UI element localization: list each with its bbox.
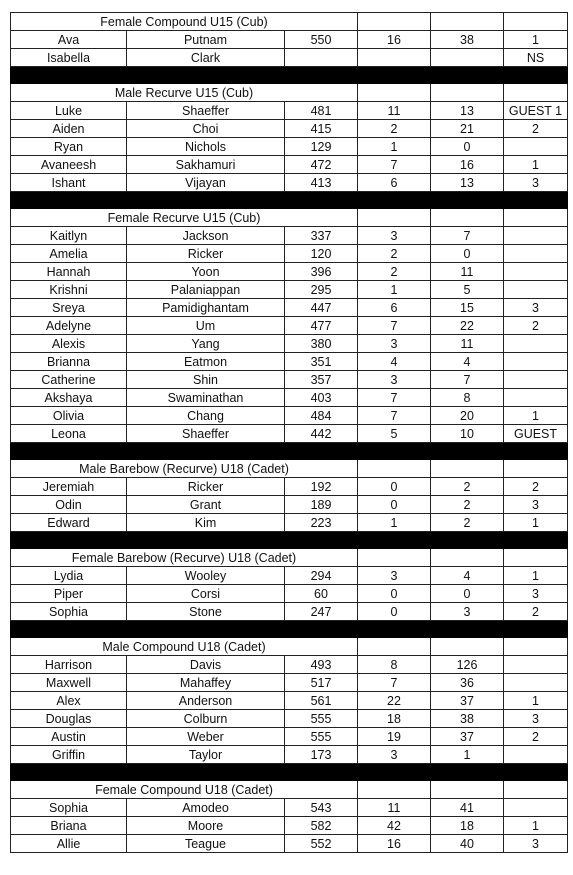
xs-cell: 8 bbox=[431, 389, 504, 407]
last-name-cell: Grant bbox=[127, 496, 285, 514]
empty-header-cell bbox=[431, 13, 504, 31]
last-name-cell: Jackson bbox=[127, 227, 285, 245]
empty-header-cell bbox=[504, 638, 568, 656]
divider-bar bbox=[11, 621, 568, 638]
table-row bbox=[11, 335, 568, 353]
score-cell: 337 bbox=[285, 227, 358, 245]
last-name-cell: Ricker bbox=[127, 478, 285, 496]
table-row bbox=[11, 389, 568, 407]
place-cell: GUEST bbox=[504, 425, 568, 443]
score-cell: 60 bbox=[285, 585, 358, 603]
first-name-cell: Brianna bbox=[11, 353, 127, 371]
last-name-cell: Kim bbox=[127, 514, 285, 532]
last-name-cell: Putnam bbox=[127, 31, 285, 49]
tens-cell: 11 bbox=[358, 102, 431, 120]
first-name-cell: Piper bbox=[11, 585, 127, 603]
xs-cell: 4 bbox=[431, 567, 504, 585]
empty-header-cell bbox=[431, 781, 504, 799]
place-cell: 3 bbox=[504, 585, 568, 603]
tens-cell: 3 bbox=[358, 567, 431, 585]
first-name-cell: Allie bbox=[11, 835, 127, 853]
tens-cell: 6 bbox=[358, 299, 431, 317]
last-name-cell: Clark bbox=[127, 49, 285, 67]
place-cell: 1 bbox=[504, 156, 568, 174]
tens-cell: 2 bbox=[358, 245, 431, 263]
score-cell: 517 bbox=[285, 674, 358, 692]
xs-cell: 21 bbox=[431, 120, 504, 138]
empty-header-cell bbox=[358, 549, 431, 567]
place-cell bbox=[504, 263, 568, 281]
last-name-cell: Wooley bbox=[127, 567, 285, 585]
score-cell: 543 bbox=[285, 799, 358, 817]
score-cell: 120 bbox=[285, 245, 358, 263]
place-cell: 2 bbox=[504, 603, 568, 621]
divider-bar bbox=[11, 443, 568, 460]
empty-header-cell bbox=[504, 13, 568, 31]
table-row bbox=[11, 31, 568, 49]
section-divider bbox=[11, 621, 568, 638]
tens-cell: 16 bbox=[358, 835, 431, 853]
last-name-cell: Swaminathan bbox=[127, 389, 285, 407]
table-row bbox=[11, 425, 568, 443]
table-row bbox=[11, 710, 568, 728]
xs-cell: 40 bbox=[431, 835, 504, 853]
place-cell: 2 bbox=[504, 120, 568, 138]
divider-bar bbox=[11, 192, 568, 209]
score-cell: 396 bbox=[285, 263, 358, 281]
section-header-row bbox=[11, 13, 568, 31]
place-cell bbox=[504, 138, 568, 156]
place-cell: 2 bbox=[504, 728, 568, 746]
score-cell: 472 bbox=[285, 156, 358, 174]
table-row bbox=[11, 674, 568, 692]
first-name-cell: Ishant bbox=[11, 174, 127, 192]
first-name-cell: Alex bbox=[11, 692, 127, 710]
score-cell: 555 bbox=[285, 728, 358, 746]
section-title: Female Barebow (Recurve) U18 (Cadet) bbox=[11, 549, 358, 567]
section-divider bbox=[11, 443, 568, 460]
results-sheet bbox=[10, 12, 568, 853]
xs-cell: 5 bbox=[431, 281, 504, 299]
xs-cell: 1 bbox=[431, 746, 504, 764]
empty-header-cell bbox=[431, 460, 504, 478]
place-cell: NS bbox=[504, 49, 568, 67]
last-name-cell: Shaeffer bbox=[127, 102, 285, 120]
first-name-cell: Isabella bbox=[11, 49, 127, 67]
first-name-cell: Maxwell bbox=[11, 674, 127, 692]
xs-cell: 126 bbox=[431, 656, 504, 674]
tens-cell: 22 bbox=[358, 692, 431, 710]
xs-cell: 4 bbox=[431, 353, 504, 371]
tens-cell: 0 bbox=[358, 496, 431, 514]
first-name-cell: Sophia bbox=[11, 799, 127, 817]
score-cell: 413 bbox=[285, 174, 358, 192]
last-name-cell: Weber bbox=[127, 728, 285, 746]
score-cell: 550 bbox=[285, 31, 358, 49]
section-header-row bbox=[11, 84, 568, 102]
first-name-cell: Akshaya bbox=[11, 389, 127, 407]
tens-cell: 3 bbox=[358, 371, 431, 389]
table-row bbox=[11, 799, 568, 817]
section-header-row bbox=[11, 549, 568, 567]
tens-cell: 1 bbox=[358, 281, 431, 299]
table-row bbox=[11, 514, 568, 532]
tens-cell: 2 bbox=[358, 120, 431, 138]
place-cell: 3 bbox=[504, 835, 568, 853]
last-name-cell: Anderson bbox=[127, 692, 285, 710]
place-cell: 1 bbox=[504, 567, 568, 585]
place-cell bbox=[504, 227, 568, 245]
xs-cell: 0 bbox=[431, 585, 504, 603]
place-cell bbox=[504, 799, 568, 817]
place-cell bbox=[504, 245, 568, 263]
tens-cell: 7 bbox=[358, 407, 431, 425]
tens-cell: 4 bbox=[358, 353, 431, 371]
score-cell: 357 bbox=[285, 371, 358, 389]
empty-header-cell bbox=[504, 549, 568, 567]
tens-cell: 7 bbox=[358, 674, 431, 692]
first-name-cell: Avaneesh bbox=[11, 156, 127, 174]
tens-cell: 2 bbox=[358, 263, 431, 281]
score-cell: 173 bbox=[285, 746, 358, 764]
first-name-cell: Sreya bbox=[11, 299, 127, 317]
last-name-cell: Davis bbox=[127, 656, 285, 674]
table-row bbox=[11, 835, 568, 853]
first-name-cell: Amelia bbox=[11, 245, 127, 263]
xs-cell: 22 bbox=[431, 317, 504, 335]
xs-cell: 37 bbox=[431, 692, 504, 710]
tens-cell: 3 bbox=[358, 746, 431, 764]
last-name-cell: Stone bbox=[127, 603, 285, 621]
table-row bbox=[11, 49, 568, 67]
empty-header-cell bbox=[431, 638, 504, 656]
tens-cell: 0 bbox=[358, 585, 431, 603]
xs-cell: 11 bbox=[431, 263, 504, 281]
last-name-cell: Teague bbox=[127, 835, 285, 853]
first-name-cell: Olivia bbox=[11, 407, 127, 425]
table-row bbox=[11, 227, 568, 245]
score-cell: 294 bbox=[285, 567, 358, 585]
place-cell: GUEST 1 bbox=[504, 102, 568, 120]
tens-cell: 7 bbox=[358, 389, 431, 407]
tens-cell bbox=[358, 49, 431, 67]
xs-cell: 10 bbox=[431, 425, 504, 443]
table-row bbox=[11, 371, 568, 389]
section-header-row bbox=[11, 638, 568, 656]
section-header-row bbox=[11, 209, 568, 227]
section-title: Female Compound U18 (Cadet) bbox=[11, 781, 358, 799]
score-cell: 561 bbox=[285, 692, 358, 710]
score-cell: 493 bbox=[285, 656, 358, 674]
xs-cell: 13 bbox=[431, 102, 504, 120]
xs-cell: 7 bbox=[431, 371, 504, 389]
first-name-cell: Griffin bbox=[11, 746, 127, 764]
xs-cell: 41 bbox=[431, 799, 504, 817]
place-cell: 2 bbox=[504, 478, 568, 496]
xs-cell: 11 bbox=[431, 335, 504, 353]
score-cell: 247 bbox=[285, 603, 358, 621]
first-name-cell: Sophia bbox=[11, 603, 127, 621]
section-divider bbox=[11, 192, 568, 209]
divider-bar bbox=[11, 67, 568, 84]
empty-header-cell bbox=[358, 638, 431, 656]
last-name-cell: Sakhamuri bbox=[127, 156, 285, 174]
place-cell: 1 bbox=[504, 407, 568, 425]
xs-cell: 36 bbox=[431, 674, 504, 692]
place-cell bbox=[504, 335, 568, 353]
score-cell: 447 bbox=[285, 299, 358, 317]
tens-cell: 0 bbox=[358, 478, 431, 496]
score-cell: 481 bbox=[285, 102, 358, 120]
last-name-cell: Nichols bbox=[127, 138, 285, 156]
tens-cell: 42 bbox=[358, 817, 431, 835]
xs-cell: 18 bbox=[431, 817, 504, 835]
last-name-cell: Shin bbox=[127, 371, 285, 389]
score-cell: 380 bbox=[285, 335, 358, 353]
score-cell: 555 bbox=[285, 710, 358, 728]
place-cell: 1 bbox=[504, 692, 568, 710]
empty-header-cell bbox=[358, 84, 431, 102]
xs-cell: 20 bbox=[431, 407, 504, 425]
score-cell: 403 bbox=[285, 389, 358, 407]
empty-header-cell bbox=[358, 460, 431, 478]
score-cell: 582 bbox=[285, 817, 358, 835]
last-name-cell: Colburn bbox=[127, 710, 285, 728]
tens-cell: 16 bbox=[358, 31, 431, 49]
section-divider bbox=[11, 764, 568, 781]
tens-cell: 11 bbox=[358, 799, 431, 817]
tens-cell: 3 bbox=[358, 227, 431, 245]
table-row bbox=[11, 174, 568, 192]
xs-cell: 0 bbox=[431, 138, 504, 156]
table-row bbox=[11, 692, 568, 710]
table-row bbox=[11, 478, 568, 496]
table-row bbox=[11, 567, 568, 585]
score-cell: 351 bbox=[285, 353, 358, 371]
xs-cell: 2 bbox=[431, 496, 504, 514]
xs-cell: 2 bbox=[431, 478, 504, 496]
tens-cell: 18 bbox=[358, 710, 431, 728]
section-title: Male Recurve U15 (Cub) bbox=[11, 84, 358, 102]
first-name-cell: Leona bbox=[11, 425, 127, 443]
xs-cell: 38 bbox=[431, 31, 504, 49]
table-row bbox=[11, 353, 568, 371]
score-cell: 484 bbox=[285, 407, 358, 425]
xs-cell: 15 bbox=[431, 299, 504, 317]
tens-cell: 6 bbox=[358, 174, 431, 192]
first-name-cell: Douglas bbox=[11, 710, 127, 728]
score-cell: 223 bbox=[285, 514, 358, 532]
score-cell bbox=[285, 49, 358, 67]
last-name-cell: Amodeo bbox=[127, 799, 285, 817]
table-row bbox=[11, 102, 568, 120]
tens-cell: 1 bbox=[358, 138, 431, 156]
score-cell: 477 bbox=[285, 317, 358, 335]
last-name-cell: Mahaffey bbox=[127, 674, 285, 692]
place-cell bbox=[504, 746, 568, 764]
table-row bbox=[11, 603, 568, 621]
table-row bbox=[11, 245, 568, 263]
place-cell bbox=[504, 674, 568, 692]
table-row bbox=[11, 656, 568, 674]
xs-cell: 16 bbox=[431, 156, 504, 174]
last-name-cell: Um bbox=[127, 317, 285, 335]
score-cell: 295 bbox=[285, 281, 358, 299]
tens-cell: 0 bbox=[358, 603, 431, 621]
place-cell bbox=[504, 353, 568, 371]
last-name-cell: Eatmon bbox=[127, 353, 285, 371]
score-cell: 192 bbox=[285, 478, 358, 496]
first-name-cell: Adelyne bbox=[11, 317, 127, 335]
xs-cell: 13 bbox=[431, 174, 504, 192]
results-table bbox=[10, 12, 568, 853]
last-name-cell: Shaeffer bbox=[127, 425, 285, 443]
last-name-cell: Moore bbox=[127, 817, 285, 835]
table-row bbox=[11, 817, 568, 835]
tens-cell: 8 bbox=[358, 656, 431, 674]
last-name-cell: Palaniappan bbox=[127, 281, 285, 299]
last-name-cell: Yang bbox=[127, 335, 285, 353]
last-name-cell: Taylor bbox=[127, 746, 285, 764]
score-cell: 415 bbox=[285, 120, 358, 138]
tens-cell: 7 bbox=[358, 156, 431, 174]
score-cell: 552 bbox=[285, 835, 358, 853]
section-divider bbox=[11, 532, 568, 549]
first-name-cell: Edward bbox=[11, 514, 127, 532]
empty-header-cell bbox=[431, 209, 504, 227]
tens-cell: 7 bbox=[358, 317, 431, 335]
place-cell: 3 bbox=[504, 174, 568, 192]
xs-cell: 0 bbox=[431, 245, 504, 263]
place-cell: 1 bbox=[504, 817, 568, 835]
last-name-cell: Choi bbox=[127, 120, 285, 138]
table-row bbox=[11, 317, 568, 335]
first-name-cell: Austin bbox=[11, 728, 127, 746]
table-row bbox=[11, 120, 568, 138]
section-title: Female Compound U15 (Cub) bbox=[11, 13, 358, 31]
table-row bbox=[11, 281, 568, 299]
divider-bar bbox=[11, 532, 568, 549]
tens-cell: 19 bbox=[358, 728, 431, 746]
xs-cell bbox=[431, 49, 504, 67]
empty-header-cell bbox=[358, 13, 431, 31]
place-cell: 3 bbox=[504, 710, 568, 728]
section-title: Female Recurve U15 (Cub) bbox=[11, 209, 358, 227]
table-row bbox=[11, 299, 568, 317]
first-name-cell: Jeremiah bbox=[11, 478, 127, 496]
table-row bbox=[11, 746, 568, 764]
last-name-cell: Corsi bbox=[127, 585, 285, 603]
first-name-cell: Harrison bbox=[11, 656, 127, 674]
last-name-cell: Vijayan bbox=[127, 174, 285, 192]
first-name-cell: Odin bbox=[11, 496, 127, 514]
place-cell bbox=[504, 389, 568, 407]
section-title: Male Compound U18 (Cadet) bbox=[11, 638, 358, 656]
place-cell: 1 bbox=[504, 514, 568, 532]
table-row bbox=[11, 156, 568, 174]
table-row bbox=[11, 496, 568, 514]
empty-header-cell bbox=[504, 209, 568, 227]
place-cell: 1 bbox=[504, 31, 568, 49]
divider-bar bbox=[11, 764, 568, 781]
section-divider bbox=[11, 67, 568, 84]
place-cell: 3 bbox=[504, 299, 568, 317]
section-header-row bbox=[11, 460, 568, 478]
last-name-cell: Pamidighantam bbox=[127, 299, 285, 317]
empty-header-cell bbox=[431, 84, 504, 102]
empty-header-cell bbox=[504, 781, 568, 799]
tens-cell: 5 bbox=[358, 425, 431, 443]
xs-cell: 2 bbox=[431, 514, 504, 532]
tens-cell: 3 bbox=[358, 335, 431, 353]
first-name-cell: Ryan bbox=[11, 138, 127, 156]
empty-header-cell bbox=[504, 460, 568, 478]
first-name-cell: Aiden bbox=[11, 120, 127, 138]
table-row bbox=[11, 585, 568, 603]
empty-header-cell bbox=[358, 781, 431, 799]
first-name-cell: Luke bbox=[11, 102, 127, 120]
last-name-cell: Yoon bbox=[127, 263, 285, 281]
place-cell bbox=[504, 656, 568, 674]
empty-header-cell bbox=[431, 549, 504, 567]
first-name-cell: Kaitlyn bbox=[11, 227, 127, 245]
place-cell bbox=[504, 371, 568, 389]
first-name-cell: Ava bbox=[11, 31, 127, 49]
first-name-cell: Krishni bbox=[11, 281, 127, 299]
first-name-cell: Briana bbox=[11, 817, 127, 835]
place-cell: 3 bbox=[504, 496, 568, 514]
empty-header-cell bbox=[504, 84, 568, 102]
table-row bbox=[11, 263, 568, 281]
xs-cell: 7 bbox=[431, 227, 504, 245]
section-title: Male Barebow (Recurve) U18 (Cadet) bbox=[11, 460, 358, 478]
tens-cell: 1 bbox=[358, 514, 431, 532]
first-name-cell: Catherine bbox=[11, 371, 127, 389]
first-name-cell: Alexis bbox=[11, 335, 127, 353]
first-name-cell: Hannah bbox=[11, 263, 127, 281]
table-row bbox=[11, 407, 568, 425]
section-header-row bbox=[11, 781, 568, 799]
first-name-cell: Lydia bbox=[11, 567, 127, 585]
score-cell: 442 bbox=[285, 425, 358, 443]
xs-cell: 37 bbox=[431, 728, 504, 746]
place-cell: 2 bbox=[504, 317, 568, 335]
table-row bbox=[11, 728, 568, 746]
xs-cell: 3 bbox=[431, 603, 504, 621]
xs-cell: 38 bbox=[431, 710, 504, 728]
table-row bbox=[11, 138, 568, 156]
empty-header-cell bbox=[358, 209, 431, 227]
score-cell: 129 bbox=[285, 138, 358, 156]
last-name-cell: Ricker bbox=[127, 245, 285, 263]
score-cell: 189 bbox=[285, 496, 358, 514]
place-cell bbox=[504, 281, 568, 299]
last-name-cell: Chang bbox=[127, 407, 285, 425]
